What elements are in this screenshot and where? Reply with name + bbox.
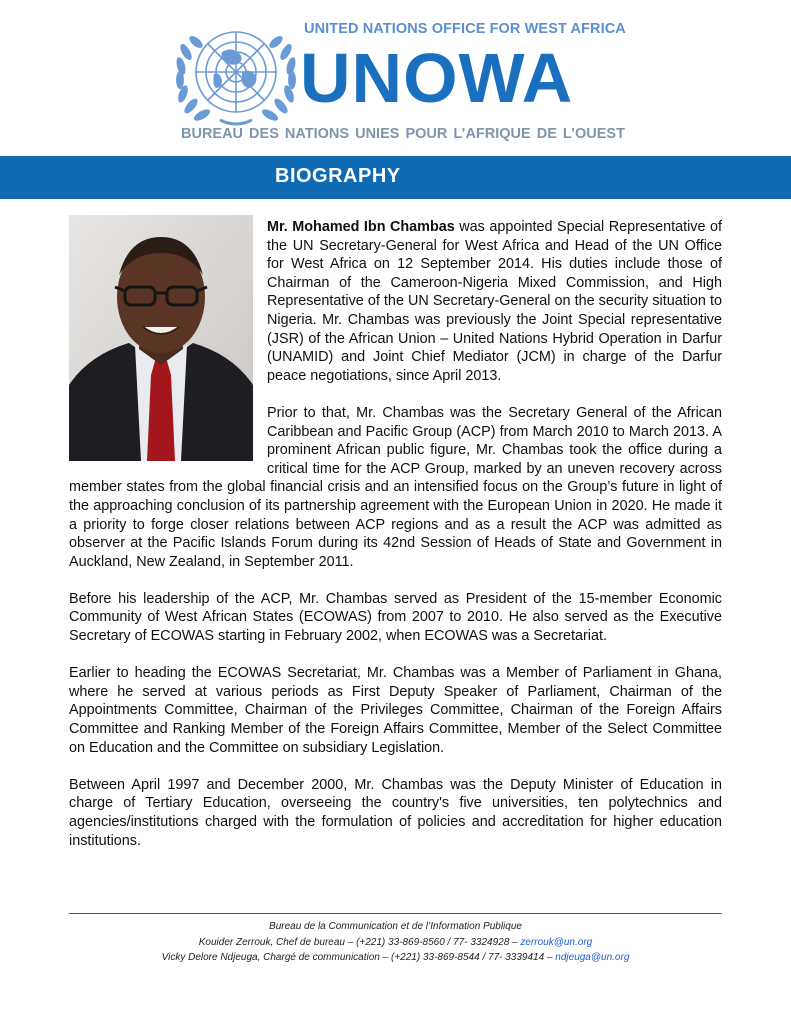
bio-paragraph-5: Between April 1997 and December 2000, Mr. Chambas was the Deputy Minister of Education in charge of Tertiary Education, overseeing the country's five universities, ten polytechnics and agencies/institutions charged with the formulation of policies and accreditation for higher education institutions.: [69, 776, 722, 849]
org-acronym: UNOWA: [300, 39, 574, 117]
page-title: BIOGRAPHY: [275, 165, 401, 187]
bio-paragraph-4: Earlier to heading the ECOWAS Secretariat, Mr. Chambas was a Member of Parliament in Ghana, where he served at various periods as First Deputy Speaker of Parliament, Chairman of the Appointments Committee, Chairman of the Privileges Committee, Chairman of the Foreign Affairs Committee and Ranking Member of the Foreign Affairs Committee, Member of the Select Committee on Education and the Committee on subsidiary Legislation.: [69, 665, 722, 756]
footer-contact-1: [0, 935, 791, 951]
letterhead: [0, 0, 791, 155]
footer-divider: [69, 913, 722, 914]
biography-text: [69, 218, 722, 869]
person-name: Mr. Mohamed Ibn Chambas: [267, 219, 455, 235]
footer-contact-1-text: Kouider Zerrouk, Chef de bureau – (+221) 33-869-8560 / 77- 3324928 –: [198, 936, 521, 948]
footer-contact-2-text: Vicky Delore Ndjeuga, Chargé de communication – (+221) 33-869-8544 / 77- 3339414 –: [161, 952, 556, 963]
bio-paragraph-3: Before his leadership of the ACP, Mr. Chambas served as President of the 15-member Economic Community of West African States (ECOWAS) from 2007 to 2010. He also served as the Executive Secretary of ECOWAS starting in February 2002, when ECOWAS was a Secretariat.: [69, 590, 722, 645]
email-link-ndjeuga[interactable]: ndjeuga@un.org: [555, 952, 630, 963]
bio-paragraph-2: Prior to that, Mr. Chambas was the Secretary General of the African Caribbean and Pacific Group (ACP) from March 2010 to March 2013. A prominent African public figure, Mr. Chambas took the office during a critical time for the ACP Group, marked by an uneven recovery across member states from the global financial crisis and an intensified focus on the Group’s future in light of the approaching conclusion of its partnership agreement with the European Union in 2020. He made it a priority to forge closer relations between ACP regions and as a result the ACP was admitted as observer at the Pacific Islands Forum during its 42nd Session of Heads of State and Government in Auckland, New Zealand, in September 2011.: [69, 404, 722, 570]
un-emblem-icon: [172, 16, 300, 128]
org-name-french: BUREAU DES NATIONS UNIES POUR L’AFRIQUE DE L’OUEST: [181, 126, 625, 142]
footer-contacts: [0, 919, 791, 966]
org-name-english: UNITED NATIONS OFFICE FOR WEST AFRICA: [304, 21, 626, 37]
section-banner: [0, 156, 791, 199]
photo-spacer: [69, 218, 267, 463]
footer-office: Bureau de la Communication et de l’Information Publique: [269, 921, 522, 932]
footer-contact-2: [0, 950, 791, 966]
email-link-zerrouk[interactable]: zerrouk@un.org: [520, 936, 593, 948]
bio-paragraph-1-text: was appointed Special Representative of the UN Secretary-General for West Africa and Head of the UN Office for West Africa on 12 September 2014. His duties include those of Chairman of the Cameroon-Nigeria Mixed Commission, and High Representative of the UN Secretary-General on the security situation to Nigeria. Mr. Chambas was previously the Joint Special representative (JSR) of the African Union – United Nations Hybrid Operation in Darfur (UNAMID) and Joint Chief Mediator (JCM) in charge of the Darfur peace negotiations, since April 2013.: [267, 219, 722, 384]
